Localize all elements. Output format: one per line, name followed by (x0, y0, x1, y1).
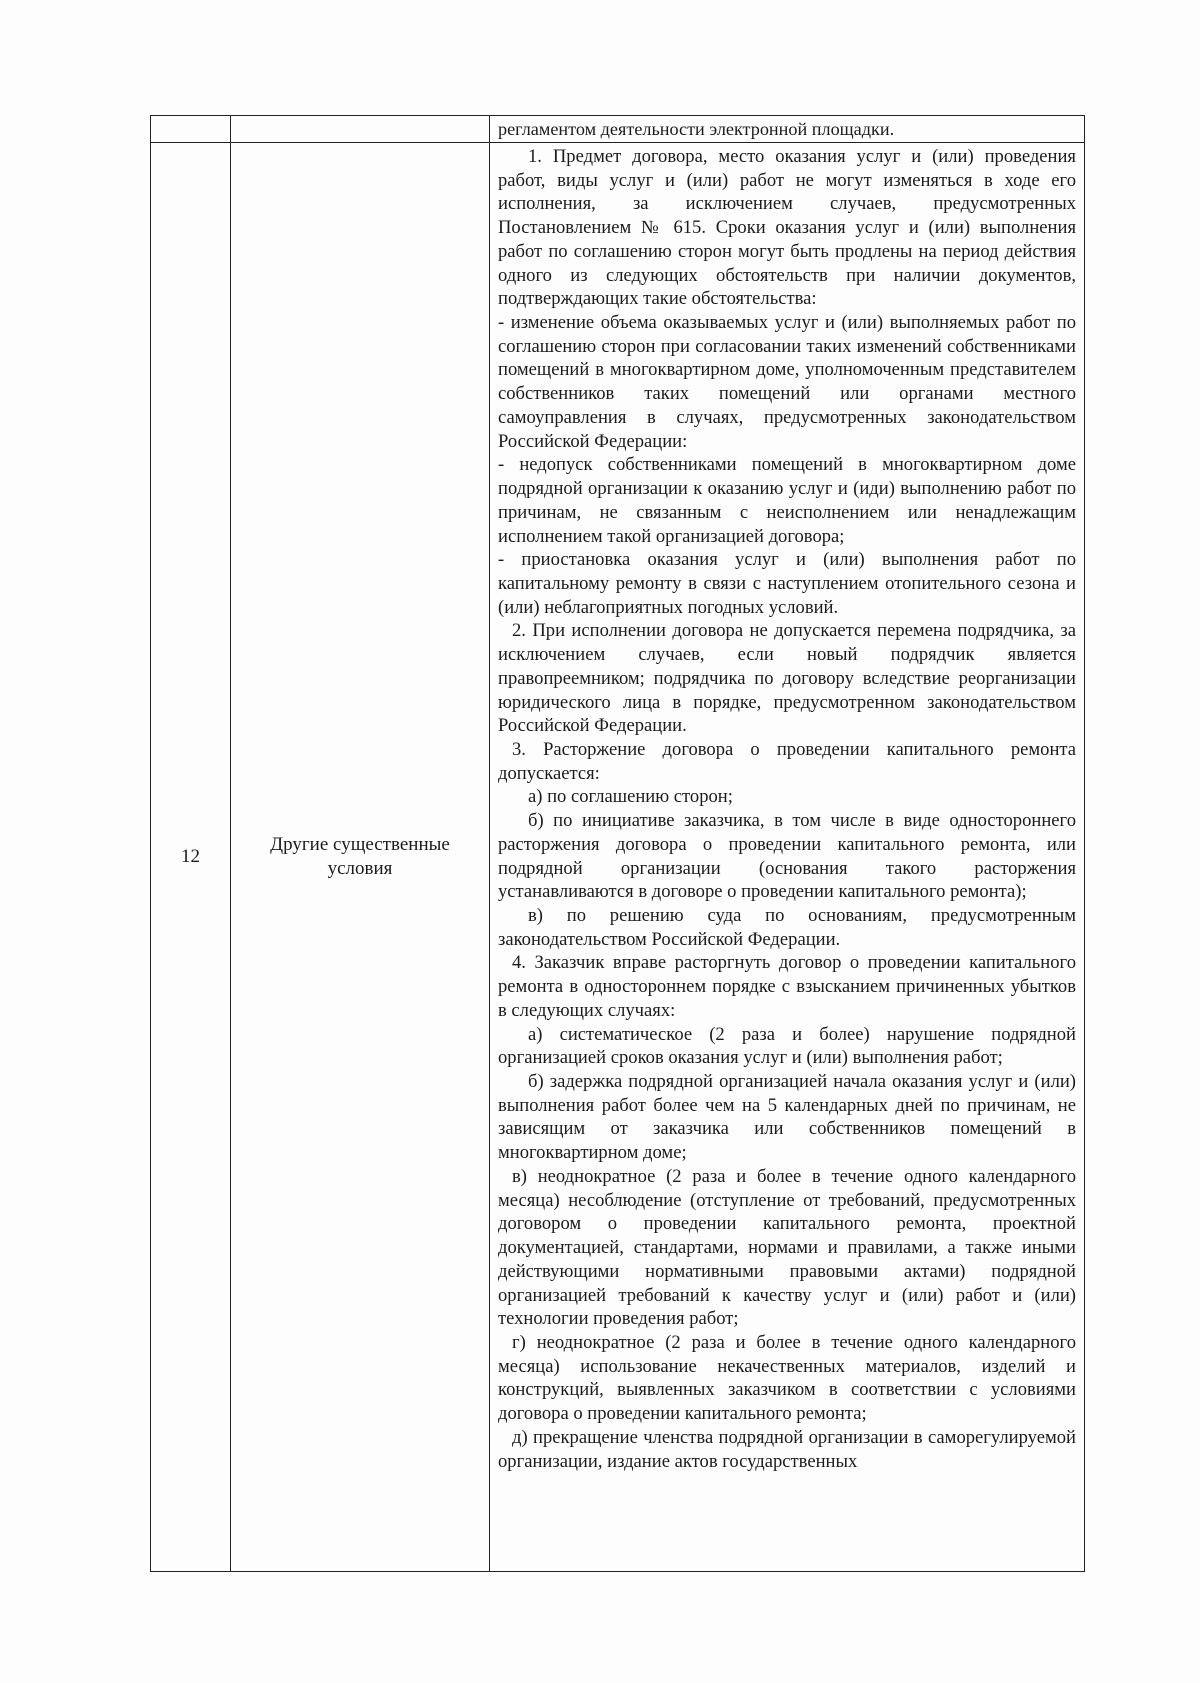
row-name-cell: Другие существенные условия (231, 143, 490, 1572)
paragraph-dash-2: - недопуск собственниками помещений в многоквартирном доме подрядной организации к оказанию услуг и (иди) выполнению работ по причинам, не связанным с неисполнением или ненадлежащим исполнением такой организацией договора; (498, 454, 1076, 547)
row-text-cell: регламентом деятельности электронной площадки. (490, 116, 1085, 143)
row-text-cell (490, 143, 1085, 1572)
paragraph-4a: а) систематическое (2 раза и более) нарушение подрядной организацией сроков оказания услуг и (или) выполнения работ; (498, 1023, 1076, 1069)
table-row (151, 116, 1085, 143)
paragraph-item-3: 3. Расторжение договора о проведении капитального ремонта допускается: (498, 738, 1076, 784)
table-row (151, 143, 1085, 1572)
paragraph-item-4: 4. Заказчик вправе расторгнуть договор о проведении капитального ремонта в одностороннем порядке с взысканием причиненных убытков в следующих случаях: (498, 952, 1076, 1021)
paragraph-dash-1: - изменение объема оказываемых услуг и (или) выполняемых работ по соглашению сторон при согласовании таких изменений собственниками помещений в многоквартирном доме, уполномоченным представителем собственников таких помещений или органами местного самоуправления в случаях, предусмотренных законодательством Российской Федерации: (498, 312, 1076, 452)
paragraph-3b: б) по инициативе заказчика, в том числе в виде одностороннего расторжения договора о проведении капитального ремонта, или подрядной организации (основания такого расторжения устанавливаются в договоре о проведении капитального ремонта); (498, 810, 1076, 903)
paragraph-dash-3: - приостановка оказания услуг и (или) выполнения работ по капитальному ремонту в связи с наступлением отопительного сезона и (или) неблагоприятных погодных условий. (498, 549, 1076, 618)
row-name-cell (231, 116, 490, 143)
paragraph-3c: в) по решению суда по основаниям, предусмотренным законодательством Российской Федерации. (498, 905, 1076, 950)
paragraph-item-2: 2. При исполнении договора не допускается перемена подрядчика, за исключением случаев, если новый подрядчик является правопреемником; подрядчика по договору вследствие реорганизации юридического лица в порядке, предусмотренном законодательством Российской Федерации. (498, 620, 1076, 737)
paragraph-4c: в) неоднократное (2 раза и более в течение одного календарного месяца) несоблюдение (отступление от требований, предусмотренных договором о проведении капитального ремонта, проектной документацией, стандартами, нормами и правилами, а также иными действующими нормативными правовыми актами) подрядной организацией требований к качеству услуг и (или) работ и (или) технологии проведения работ; (498, 1165, 1076, 1330)
row-number-cell (151, 116, 231, 143)
row-number-cell: 12 (151, 143, 231, 1572)
paragraph-4b: б) задержка подрядной организацией начала оказания услуг и (или) выполнения работ более чем на 5 календарных дней по причинам, не зависящим от заказчика или собственников помещений в многоквартирном доме; (498, 1071, 1076, 1164)
paragraph-4d: г) неоднократное (2 раза и более в течение одного календарного месяца) использование некачественных материалов, изделий и конструкций, выявленных заказчиком в соответствии с условиями договора о проведении капитального ремонта; (498, 1331, 1076, 1425)
paragraph-3a: а) по соглашению сторон; (528, 786, 733, 808)
paragraph-4e: д) прекращение членства подрядной организации в саморегулируемой организации, издание актов государственных (498, 1426, 1076, 1472)
conditions-table (150, 115, 1085, 1572)
paragraph-item-1: 1. Предмет договора, место оказания услуг и (или) проведения работ, виды услуг и (или) работ не могут изменяться в ходе его исполнения, за исключением случаев, предусмотренных Постановлением № 615. Сроки оказания услуг и (или) выполнения работ по соглашению сторон могут быть продлены на период действия одного из следующих обстоятельств при наличии документов, подтверждающих такие обстоятельства: (498, 146, 1076, 310)
